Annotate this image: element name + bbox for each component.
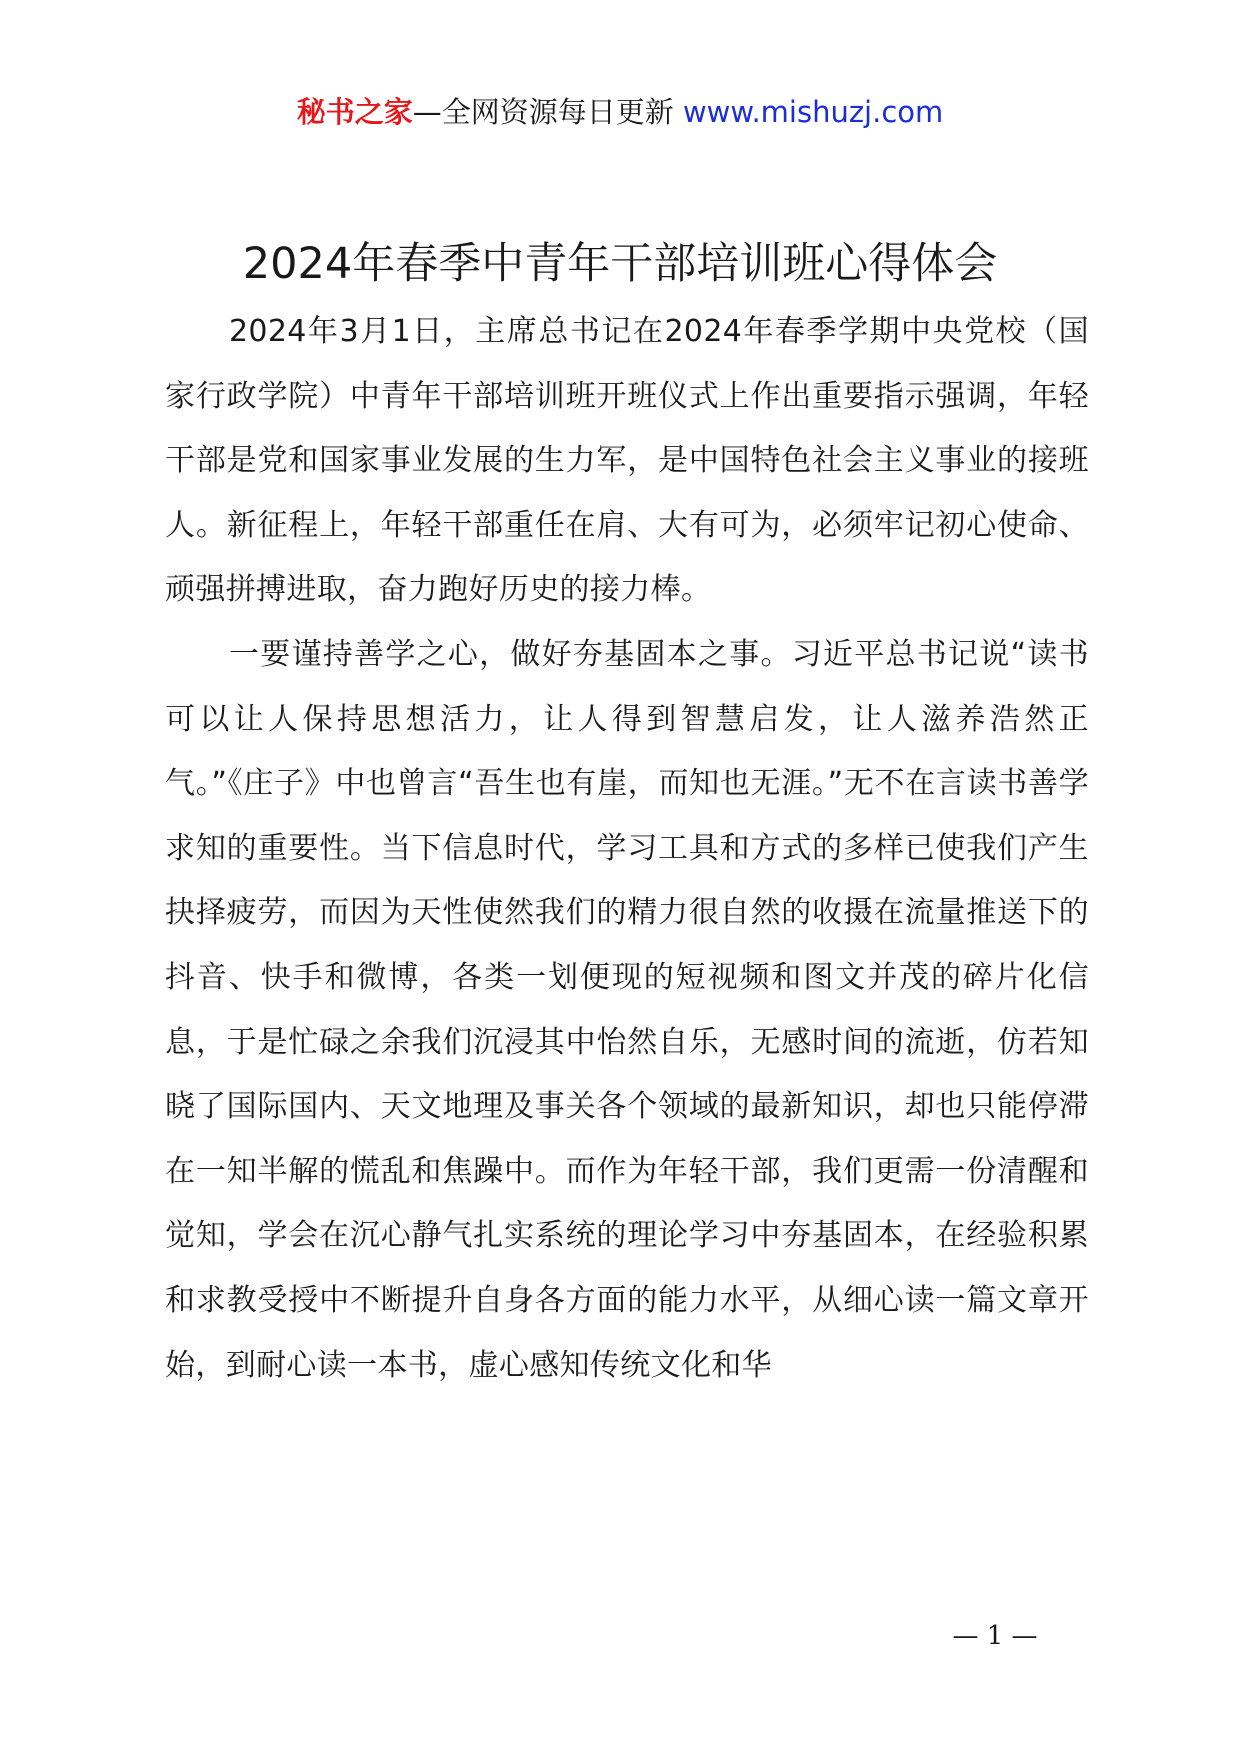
document-body — [165, 300, 1089, 1398]
site-banner — [0, 92, 1240, 132]
paragraph: 一要谨持善学之心，做好夯基固本之事。习近平总书记说“读书可以让人保持思想活力，让人得到智慧启发，让人滋养浩然正气。”《庄子》中也曾言“吾生也有崖，而知也无涯。”无不在言读书善学求知的重要性。当下信息时代，学习工具和方式的多样已使我们产生抉择疲劳，而因为天性使然我们的精力很自然的收摄在流量推送下的抖音、快手和微博，各类一划便现的短视频和图文并茂的碎片化信息，于是忙碌之余我们沉浸其中怡然自乐，无感时间的流逝，仿若知晓了国际国内、天文地理及事关各个领域的最新知识，却也只能停滞在一知半解的慌乱和焦躁中。而作为年轻干部，我们更需一份清醒和觉知，学会在沉心静气扎实系统的理论学习中夯基固本，在经验积累和求教受授中不断提升自身各方面的能力水平，从细心读一篇文章开始，到耐心读一本书，虚心感知传统文化和华 — [165, 636, 1089, 1383]
site-brand: 秘书之家 — [296, 95, 413, 129]
site-tagline: —全网资源每日更新 — [412, 95, 674, 129]
document-title: 2024年春季中青年干部培训班心得体会 — [242, 239, 998, 289]
page-number: — 1 — — [952, 1621, 1038, 1651]
paragraph: 2024年3月1日，主席总书记在2024年春季学期中央党校（国家行政学院）中青年干部培训班开班仪式上作出重要指示强调，年轻干部是党和国家事业发展的生力军，是中国特色社会主义事业的接班人。新征程上，年轻干部重任在肩、大有可为，必须牢记初心使命、顽强拼搏进取，奋力跑好历史的接力棒。 — [165, 314, 1089, 608]
site-url-link[interactable]: www.mishuzj.com — [682, 95, 944, 129]
